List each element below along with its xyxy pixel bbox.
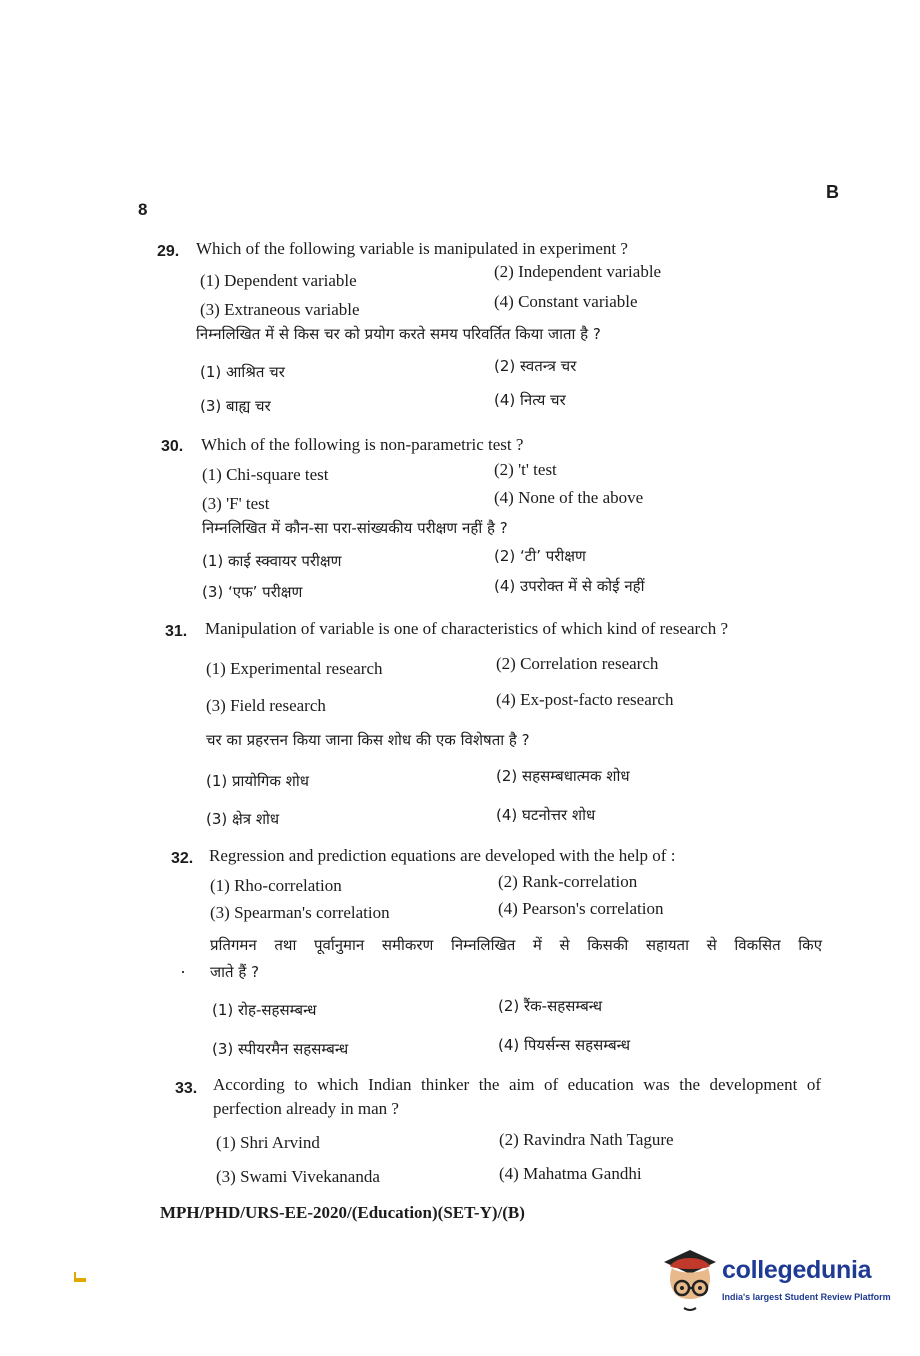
option-en-1: (1) Rho-correlation	[210, 876, 342, 895]
option-en-1: (1) Shri Arvind	[216, 1133, 320, 1152]
option-hi-4: (4) उपरोक्त में से कोई नहीं	[494, 577, 645, 595]
option-hi-2: (2) स्वतन्त्र चर	[494, 357, 577, 375]
question-number: 32.	[171, 850, 194, 867]
question-number: 30.	[161, 438, 184, 455]
option-en-2: (2) Ravindra Nath Tagure	[499, 1130, 674, 1149]
question-text-en-line2: perfection already in man ?	[213, 1099, 399, 1118]
set-label: B	[826, 182, 839, 202]
option-hi-1: (1) काई स्क्वायर परीक्षण	[202, 552, 342, 570]
brand-name: collegedunia	[722, 1256, 872, 1284]
option-en-3: (3) Field research	[206, 696, 326, 715]
option-hi-3: (3) बाह्य चर	[200, 397, 271, 415]
question-text-hi: चर का प्रहरत्तन किया जाना किस शोध की एक विशेषता है ?	[206, 731, 530, 749]
option-en-3: (3) Spearman's correlation	[210, 903, 390, 922]
option-hi-3: (3) स्पीयरमैन सहसम्बन्ध	[212, 1040, 349, 1058]
question-text-en: Which of the following variable is manipulated in experiment ?	[196, 239, 628, 258]
option-en-4: (4) Constant variable	[494, 292, 638, 311]
option-en-3: (3) Extraneous variable	[200, 300, 360, 319]
page-number: 8	[138, 200, 148, 219]
option-en-1: (1) Dependent variable	[200, 271, 357, 290]
question-text-hi: प्रतिगमन तथा पूर्वानुमान समीकरण निम्नलिखित में से किसकी सहायता से विकसित किए	[210, 936, 822, 954]
option-en-2: (2) 't' test	[494, 460, 557, 479]
question-number: 29.	[157, 243, 180, 260]
question-text-hi: निम्नलिखित में से किस चर को प्रयोग करते समय परिवर्तित किया जाता है ?	[196, 325, 601, 343]
question-text-hi: निम्नलिखित में कौन-सा परा-सांख्यकीय परीक्षण नहीं है ?	[202, 519, 508, 537]
paper-code-footer: MPH/PHD/URS-EE-2020/(Education)(SET-Y)/(B)	[160, 1203, 525, 1222]
option-hi-4: (4) नित्य चर	[494, 391, 566, 409]
option-hi-2: (2) ‘टी’ परीक्षण	[494, 547, 586, 565]
option-hi-4: (4) घटनोत्तर शोध	[496, 806, 596, 824]
option-en-4: (4) Ex-post-facto research	[496, 690, 674, 709]
stray-mark: ·	[180, 962, 186, 982]
option-en-2: (2) Correlation research	[496, 654, 659, 673]
question-text-en: Regression and prediction equations are developed with the help of :	[209, 846, 676, 865]
option-hi-1: (1) आश्रित चर	[200, 363, 285, 381]
option-hi-1: (1) प्रायोगिक शोध	[206, 772, 309, 790]
mascot-icon	[660, 1248, 720, 1318]
corner-mark	[74, 1278, 86, 1282]
option-hi-3: (3) क्षेत्र शोध	[206, 810, 280, 828]
option-hi-2: (2) सहसम्बधात्मक शोध	[496, 767, 630, 785]
question-text-en: Manipulation of variable is one of characteristics of which kind of research ?	[205, 619, 729, 638]
question-number: 31.	[165, 623, 188, 640]
option-en-2: (2) Rank-correlation	[498, 872, 638, 891]
option-en-1: (1) Chi-square test	[202, 465, 329, 484]
option-hi-1: (1) रोह-सहसम्बन्ध	[212, 1001, 317, 1019]
option-en-4: (4) Mahatma Gandhi	[499, 1164, 642, 1183]
option-en-3: (3) 'F' test	[202, 494, 270, 513]
question-text-hi-line2: जाते हैं ?	[210, 963, 260, 981]
option-hi-3: (3) ‘एफ’ परीक्षण	[202, 583, 303, 601]
option-en-1: (1) Experimental research	[206, 659, 383, 678]
brand-tagline: India's largest Student Review Platform	[722, 1292, 891, 1302]
option-en-3: (3) Swami Vivekananda	[216, 1167, 380, 1186]
option-en-4: (4) Pearson's correlation	[498, 899, 664, 918]
collegedunia-watermark	[660, 1248, 900, 1320]
option-en-4: (4) None of the above	[494, 488, 644, 507]
option-hi-2: (2) रैंक-सहसम्बन्ध	[498, 997, 603, 1015]
question-text-en: Which of the following is non-parametric test ?	[201, 435, 524, 454]
option-en-2: (2) Independent variable	[494, 262, 662, 281]
option-hi-4: (4) पियर्सन्स सहसम्बन्ध	[498, 1036, 631, 1054]
question-text-en: According to which Indian thinker the aim of education was the development of	[213, 1075, 821, 1094]
question-number: 33.	[175, 1080, 198, 1097]
